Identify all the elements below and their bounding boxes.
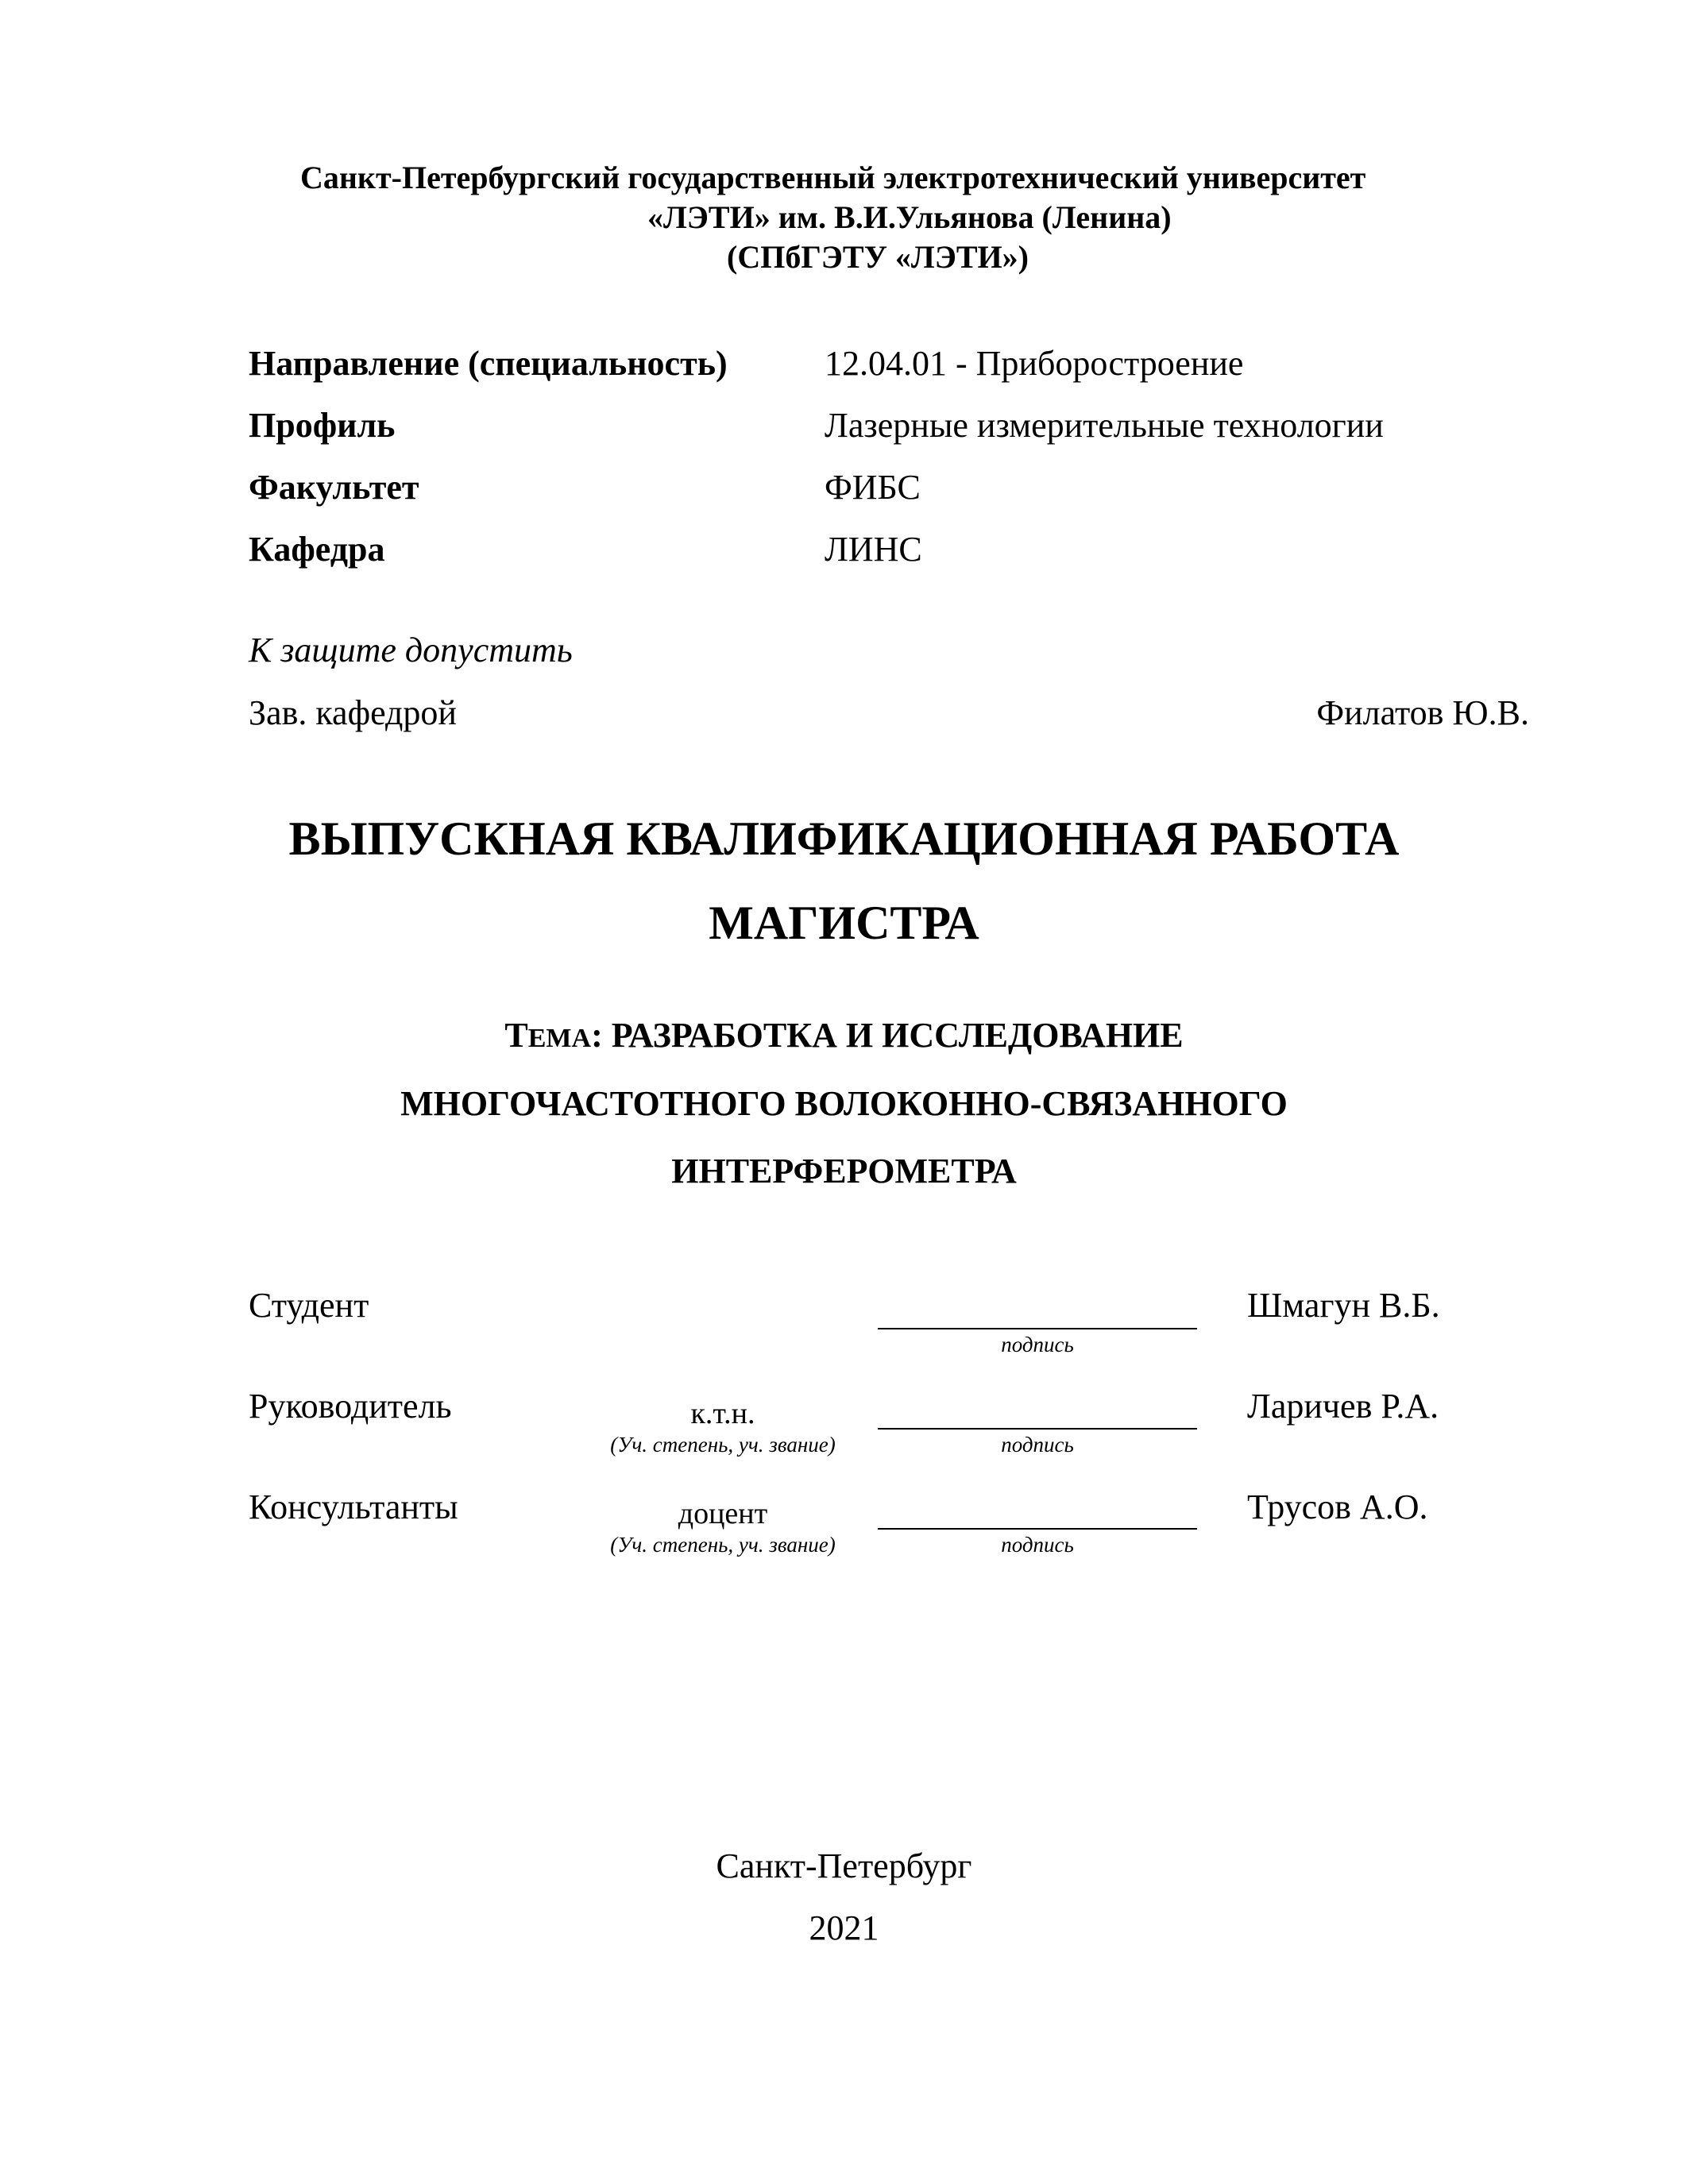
info-value-department: ЛИНС [825,530,922,569]
supervisor-signature-caption: подпись [1001,1433,1074,1457]
thesis-theme-line3: ИНТЕРФЕРОМЕТРА [671,1152,1017,1190]
info-label-faculty: Факультет [249,468,419,507]
theme-prefix-rest: ЕМА [527,1024,592,1053]
thesis-theme-line1 [0,1015,1688,1055]
student-signature-line [878,1328,1197,1329]
supervisor-signature-line [878,1428,1197,1430]
info-value-profile: Лазерные измерительные технологии [825,406,1384,445]
student-signature-caption: подпись [1001,1333,1074,1356]
theme-text-line1: : РАЗРАБОТКА И ИССЛЕДОВАНИЕ [591,1016,1184,1055]
theme-prefix-cap: Т [504,1016,528,1055]
supervisor-rank: к.т.н. [690,1397,755,1430]
info-value-direction: 12.04.01 - Приборостроение [825,344,1244,383]
info-value-faculty: ФИБС [825,468,921,507]
student-role: Студент [249,1286,369,1325]
student-name: Шмагун В.Б. [1247,1286,1440,1325]
university-name-line1: Санкт-Петербургский государственный электротехнический университет [300,160,1366,195]
supervisor-role: Руководитель [249,1387,452,1426]
info-label-profile: Профиль [249,406,396,445]
info-label-direction: Направление (специальность) [249,344,728,383]
consultant-signature-caption: подпись [1001,1533,1074,1557]
head-of-department-name: Филатов Ю.В. [1316,693,1529,732]
university-name-line2: «ЛЭТИ» им. В.И.Ульянова (Ленина) [647,199,1172,235]
consultants-role: Консультанты [249,1488,458,1526]
consultant-signature-line [878,1528,1197,1530]
consultant-rank-caption: (Уч. степень, уч. звание) [610,1533,836,1557]
year: 2021 [809,1908,879,1947]
thesis-theme-line2: МНОГОЧАСТОТНОГО ВОЛОКОННО-СВЯЗАННОГО [400,1084,1288,1123]
supervisor-rank-caption: (Уч. степень, уч. звание) [610,1433,836,1457]
admit-to-defense: К защите допустить [249,631,573,669]
thesis-title-line1: ВЫПУСКНАЯ КВАЛИФИКАЦИОННАЯ РАБОТА [288,812,1400,865]
thesis-title-line2: МАГИСТРА [709,897,979,949]
consultant-rank: доцент [678,1497,768,1530]
consultant-name: Трусов А.О. [1247,1488,1428,1526]
supervisor-name: Ларичев Р.А. [1247,1387,1439,1426]
university-abbrev: (СПбГЭТУ «ЛЭТИ») [727,239,1029,275]
city: Санкт-Петербург [716,1846,972,1885]
info-label-department: Кафедра [249,530,385,569]
head-of-department-role: Зав. кафедрой [249,693,457,732]
